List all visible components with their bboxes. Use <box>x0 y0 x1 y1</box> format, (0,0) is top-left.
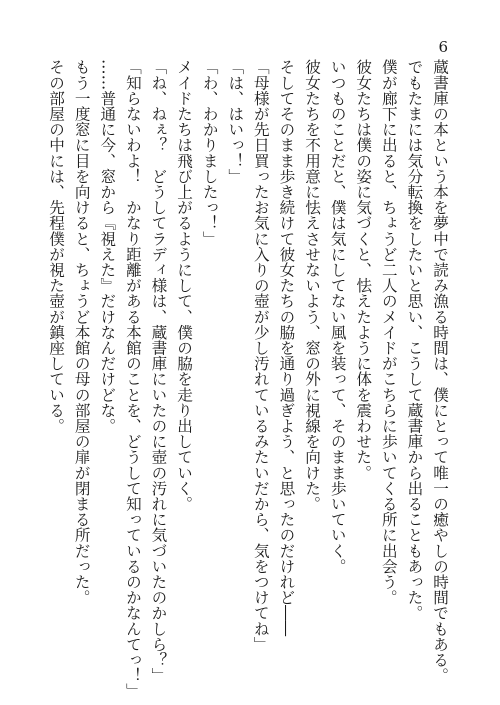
text-line: 「母様が先日買ったお気に入りの壺が少し汚れているみたいだから、気をつけてね」 <box>251 59 270 652</box>
text-line: メイドたちは飛び上がるようにして、僕の脇を走り出していく。 <box>175 59 194 512</box>
text-line: 「は、はいっ！」 <box>226 59 245 184</box>
text-line: その部屋の中には、先程僕が視た壺が鎮座している。 <box>47 59 66 434</box>
text-line: 「わ、わかりましたっ！」 <box>200 59 219 247</box>
novel-text <box>43 59 453 699</box>
text-line: 「知らないわよ！ かなり距離がある本館のことを、どうして知っているのかなんてっ！」 <box>123 59 142 699</box>
text-line: もう一度窓に目を向けると、ちょうど本館の母の部屋の扉が閉まる所だった。 <box>72 59 91 605</box>
text-line: いつものことだと、僕は気にしてない風を装って、そのまま歩いていく。 <box>328 59 347 574</box>
text-line: 彼女たちは僕の姿に気づくと、怯えたように体を震わせた。 <box>354 59 373 481</box>
page-number: 6 <box>438 38 448 56</box>
text-line: でもたまには気分転換をしたいと思い、こうして蔵書庫から出ることもあった。 <box>405 59 424 621</box>
text-line: 蔵書庫の本という本を夢中で読み漁る時間は、僕にとって唯一の癒やしの時間でもある。 <box>431 59 449 683</box>
text-line: 僕が廊下に出ると、ちょうど二人のメイドがこちらに歩いてくる所に出会う。 <box>379 59 398 605</box>
text-line: 彼女たちを不用意に怯えさせないよう、窓の外に視線を向けた。 <box>303 59 322 512</box>
text-line: そしてそのまま歩き続けて彼女たちの脇を通り過ぎよう、と思ったのだけれど―― <box>277 59 296 637</box>
text-line: ……普通に今、窓から『視えた』だけなんだけどな。 <box>98 59 117 434</box>
text-line: 「ね、ねぇ？ どうしてラディ様は、蔵書庫にいたのに壺の汚れに気づいたのかしら？」 <box>149 59 168 683</box>
